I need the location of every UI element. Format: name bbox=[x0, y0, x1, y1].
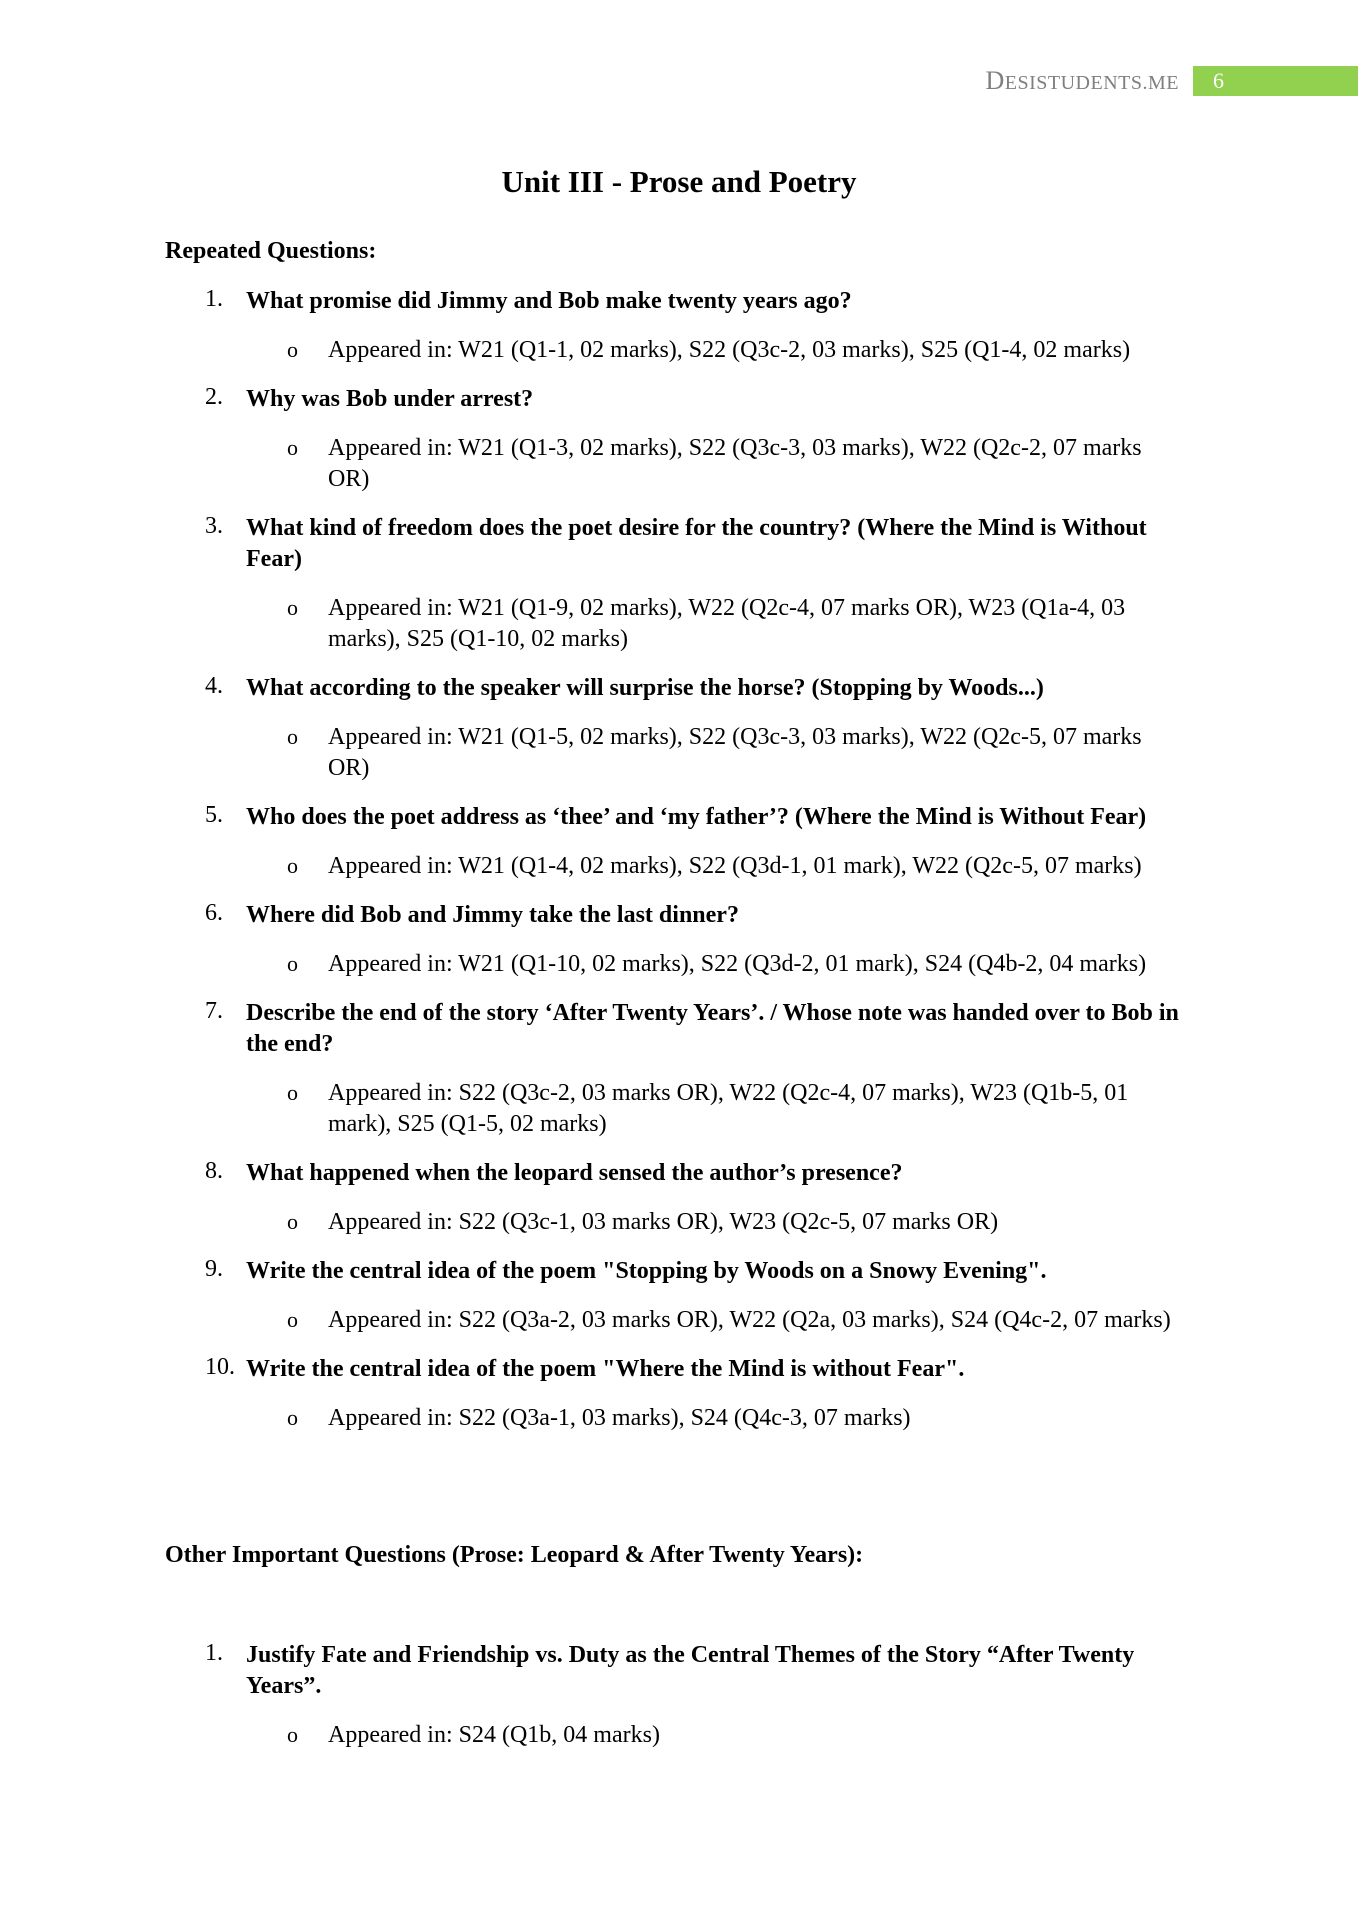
question-text: Who does the poet address as ‘thee’ and ‘my father’? (Where the Mind is Without Fear) bbox=[246, 804, 1147, 830]
site-name-initial: D bbox=[985, 66, 1005, 95]
appeared-in-text: Appeared in: W21 (Q1-3, 02 marks), S22 (Q3c-3, 03 marks), W22 (Q2c-2, 07 marks OR) bbox=[328, 435, 1142, 492]
bullet-marker: o bbox=[287, 1209, 298, 1234]
question-number: 1. bbox=[205, 1640, 223, 1666]
bullet-marker: o bbox=[287, 1307, 298, 1332]
question-text: What according to the speaker will surprise the horse? (Stopping by Woods...) bbox=[246, 675, 1044, 701]
question-item bbox=[165, 1256, 1205, 1336]
question-number: 2. bbox=[205, 384, 223, 410]
appeared-in-line bbox=[165, 1403, 1205, 1434]
appeared-in-line bbox=[165, 1207, 1205, 1238]
appeared-in-text: Appeared in: W21 (Q1-1, 02 marks), S22 (Q3c-2, 03 marks), S25 (Q1-4, 02 marks) bbox=[328, 337, 1131, 363]
appeared-in-text: Appeared in: S22 (Q3a-2, 03 marks OR), W22 (Q2a, 03 marks), S24 (Q4c-2, 07 marks) bbox=[328, 1307, 1171, 1333]
question-item bbox=[165, 513, 1205, 655]
question-text: Justify Fate and Friendship vs. Duty as the Central Themes of the Story “After Twenty Years”. bbox=[246, 1642, 1135, 1699]
appeared-in-line bbox=[165, 1305, 1205, 1336]
bullet-marker: o bbox=[287, 337, 298, 362]
question-item bbox=[165, 384, 1205, 495]
appeared-in-text: Appeared in: S22 (Q3c-2, 03 marks OR), W22 (Q2c-4, 07 marks), W23 (Q1b-5, 01 mark), S25 (Q1-5, 02 marks) bbox=[328, 1080, 1129, 1137]
question-item bbox=[165, 998, 1205, 1140]
question-number: 4. bbox=[205, 673, 223, 699]
page-number: 6 bbox=[1193, 66, 1358, 96]
bullet-marker: o bbox=[287, 853, 298, 878]
bullet-marker: o bbox=[287, 1722, 298, 1747]
page-title-text: Unit III - Prose and Poetry bbox=[501, 164, 857, 199]
appeared-in-text: Appeared in: S22 (Q3c-1, 03 marks OR), W23 (Q2c-5, 07 marks OR) bbox=[328, 1209, 999, 1235]
appeared-in-line bbox=[165, 949, 1205, 980]
bullet-marker: o bbox=[287, 724, 298, 749]
other-questions-heading: Other Important Questions (Prose: Leopard & After Twenty Years): bbox=[165, 1542, 864, 1568]
appeared-in-line bbox=[165, 335, 1205, 366]
appeared-in-text: Appeared in: W21 (Q1-9, 02 marks), W22 (Q2c-4, 07 marks OR), W23 (Q1a-4, 03 marks), S25 (Q1-10, 02 marks) bbox=[328, 595, 1126, 652]
site-name-tld: ME bbox=[1148, 72, 1179, 94]
appeared-in-line bbox=[165, 433, 1205, 495]
appeared-in-text: Appeared in: W21 (Q1-10, 02 marks), S22 (Q3d-2, 01 mark), S24 (Q4b-2, 04 marks) bbox=[328, 951, 1147, 977]
bullet-marker: o bbox=[287, 595, 298, 620]
appeared-in-line bbox=[165, 1078, 1205, 1140]
bullet-marker: o bbox=[287, 1405, 298, 1430]
question-text: Where did Bob and Jimmy take the last dinner? bbox=[246, 902, 739, 928]
question-number: 8. bbox=[205, 1158, 223, 1184]
question-number: 5. bbox=[205, 802, 223, 828]
question-text: Describe the end of the story ‘After Twenty Years’. / Whose note was handed over to Bob in the end? bbox=[246, 1000, 1179, 1057]
appeared-in-line bbox=[165, 851, 1205, 882]
appeared-in-text: Appeared in: W21 (Q1-4, 02 marks), S22 (Q3d-1, 01 mark), W22 (Q2c-5, 07 marks) bbox=[328, 853, 1142, 879]
question-item bbox=[165, 1158, 1205, 1238]
appeared-in-line bbox=[165, 722, 1205, 784]
question-number: 6. bbox=[205, 900, 223, 926]
question-item bbox=[165, 802, 1205, 882]
page-header bbox=[985, 66, 1358, 96]
question-number: 7. bbox=[205, 998, 223, 1024]
repeated-questions-list bbox=[165, 286, 1205, 1434]
question-number: 3. bbox=[205, 513, 223, 539]
appeared-in-text: Appeared in: W21 (Q1-5, 02 marks), S22 (Q3c-3, 03 marks), W22 (Q2c-5, 07 marks OR) bbox=[328, 724, 1142, 781]
question-text: What kind of freedom does the poet desire for the country? (Where the Mind is Without Fear) bbox=[246, 515, 1147, 572]
repeated-questions-heading: Repeated Questions: bbox=[165, 238, 377, 264]
question-text: What promise did Jimmy and Bob make twenty years ago? bbox=[246, 288, 852, 314]
question-item bbox=[165, 1640, 1205, 1751]
site-name-dot: . bbox=[1142, 72, 1148, 94]
question-item bbox=[165, 900, 1205, 980]
question-number: 9. bbox=[205, 1256, 223, 1282]
question-item bbox=[165, 1354, 1205, 1434]
bullet-marker: o bbox=[287, 435, 298, 460]
question-text: Why was Bob under arrest? bbox=[246, 386, 534, 412]
other-questions-list bbox=[165, 1640, 1205, 1751]
appeared-in-text: Appeared in: S22 (Q3a-1, 03 marks), S24 (Q4c-3, 07 marks) bbox=[328, 1405, 911, 1431]
question-number: 10. bbox=[205, 1354, 235, 1380]
question-item bbox=[165, 286, 1205, 366]
question-number: 1. bbox=[205, 286, 223, 312]
bullet-marker: o bbox=[287, 1080, 298, 1105]
bullet-marker: o bbox=[287, 951, 298, 976]
page-title bbox=[0, 164, 1358, 200]
site-name bbox=[985, 66, 1193, 96]
appeared-in-line bbox=[165, 593, 1205, 655]
question-text: What happened when the leopard sensed the author’s presence? bbox=[246, 1160, 903, 1186]
appeared-in-text: Appeared in: S24 (Q1b, 04 marks) bbox=[328, 1722, 660, 1748]
appeared-in-line bbox=[165, 1720, 1205, 1751]
site-name-rest: ESISTUDENTS bbox=[1004, 72, 1143, 94]
question-item bbox=[165, 673, 1205, 784]
question-text: Write the central idea of the poem "Where the Mind is without Fear". bbox=[246, 1356, 965, 1382]
question-text: Write the central idea of the poem "Stopping by Woods on a Snowy Evening". bbox=[246, 1258, 1047, 1284]
